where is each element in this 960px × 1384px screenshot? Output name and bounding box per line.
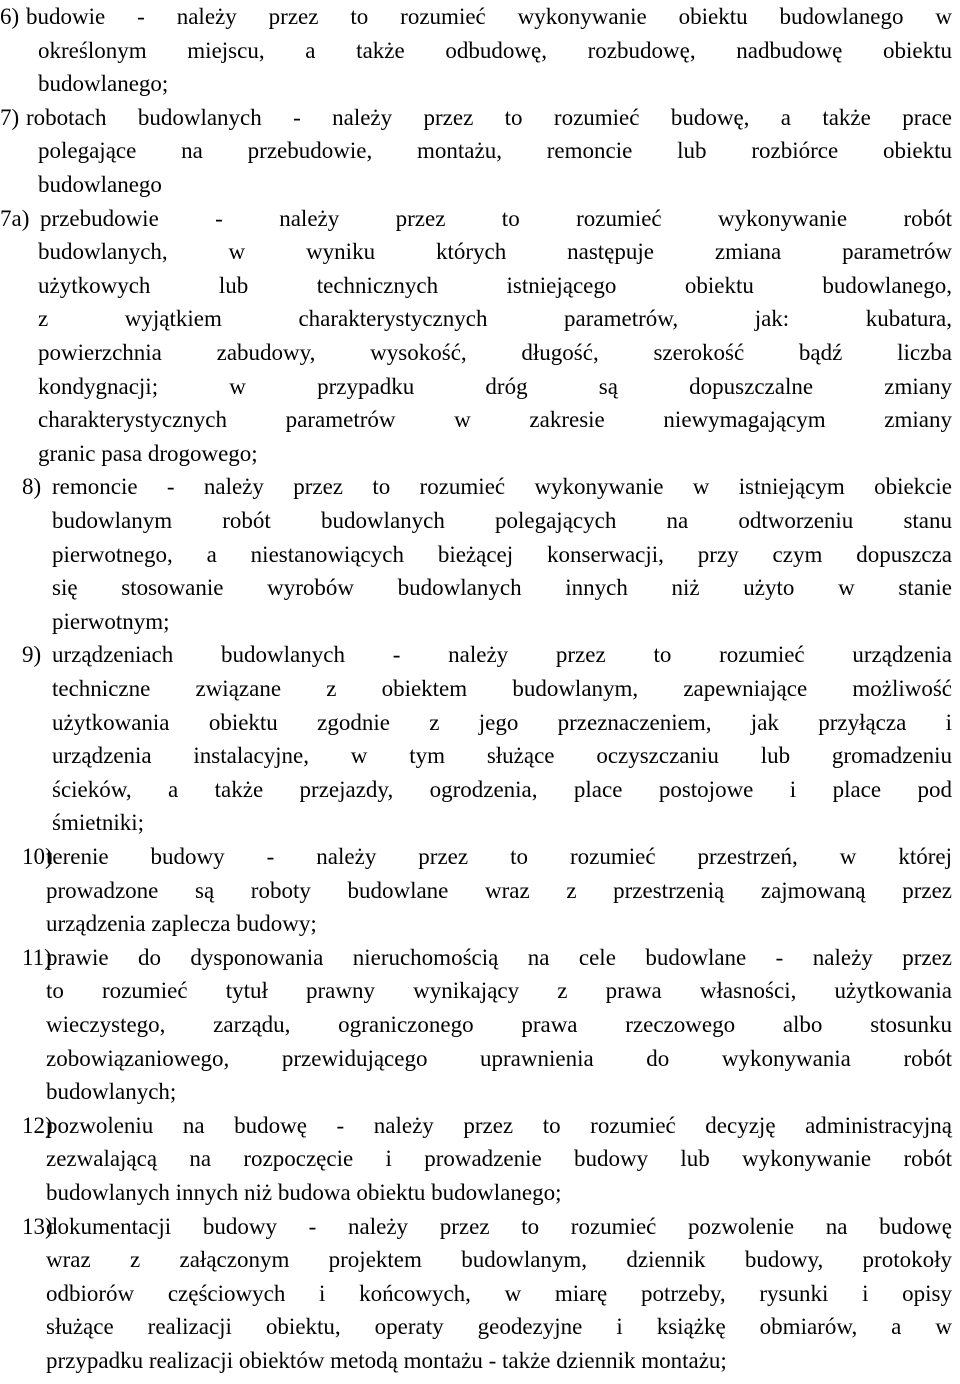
definition-text-line: zezwalającą na rozpoczęcie i prowadzenie budowy lub wykonywanie robót xyxy=(46,1146,952,1172)
definition-text-line-first: remoncie - należy przez to rozumieć wykonywanie w istniejącym obiekcie xyxy=(52,474,952,500)
definition-text-line-first: robotach budowlanych - należy przez to rozumieć budowę, a także prace xyxy=(26,104,952,130)
definition-item xyxy=(0,470,960,638)
definition-text-line: określonym miejscu, a także odbudowę, rozbudowę, nadbudowę obiektu xyxy=(38,37,952,63)
item-number: 11) xyxy=(22,944,52,970)
definition-text-line: budowlanych; xyxy=(46,1079,177,1105)
definition-text-line-first: prawie do dysponowania nieruchomością na cele budowlane - należy przez xyxy=(46,944,952,970)
definition-item xyxy=(0,638,960,840)
definition-text-line: przypadku realizacji obiektów metodą montażu - także dziennik montażu; xyxy=(46,1347,727,1373)
item-number: 7a) xyxy=(0,205,30,231)
definition-text-line: odbiorów częściowych i końcowych, w miarę potrzeby, rysunki i opisy xyxy=(46,1280,952,1306)
definition-text-line: budowlanych innych niż budowa obiektu budowlanego; xyxy=(46,1179,562,1205)
definition-text-line: ścieków, a także przejazdy, ogrodzenia, place postojowe i place pod xyxy=(52,776,952,802)
definition-text-line: charakterystycznych parametrów w zakresie niewymagającym zmiany xyxy=(38,407,952,433)
definition-item xyxy=(0,840,960,941)
definition-text-line: kondygnacji; w przypadku dróg są dopuszczalne zmiany xyxy=(38,373,952,399)
definition-text-line: pierwotnym; xyxy=(52,608,170,634)
item-number: 12) xyxy=(22,1112,53,1138)
definition-item xyxy=(0,1210,960,1378)
definition-text-line: urządzenia zaplecza budowy; xyxy=(46,911,317,937)
item-number: 9) xyxy=(22,642,42,668)
definition-item xyxy=(0,202,960,471)
definition-text-line-first: budowie - należy przez to rozumieć wykonywanie obiektu budowlanego w xyxy=(26,4,952,29)
definition-text-line: zobowiązaniowego, przewidującego uprawnienia do wykonywania robót xyxy=(46,1045,952,1071)
definition-text-line: śmietniki; xyxy=(52,810,144,836)
definition-text-line: prowadzone są roboty budowlane wraz z przestrzenią zajmowaną przez xyxy=(46,877,952,903)
definition-item xyxy=(0,0,960,101)
definition-item xyxy=(0,941,960,1109)
definition-text-line: wieczystego, zarządu, ograniczonego prawa rzeczowego albo stosunku xyxy=(46,1011,952,1037)
definition-text-line: pierwotnego, a niestanowiących bieżącej konserwacji, przy czym dopuszcza xyxy=(52,541,952,567)
definition-text-line: z wyjątkiem charakterystycznych parametrów, jak: kubatura, xyxy=(38,306,952,332)
definition-text-line: budowlanym robót budowlanych polegających na odtworzeniu stanu xyxy=(52,507,952,533)
definition-text-line: polegające na przebudowie, montażu, remoncie lub rozbiórce obiektu xyxy=(38,138,952,164)
definition-text-line: służące realizacji obiektu, operaty geodezyjne i książkę obmiarów, a w xyxy=(46,1314,952,1340)
definition-text-line: granic pasa drogowego; xyxy=(38,440,258,466)
definition-item xyxy=(0,1109,960,1210)
definition-text-line: użytkowania obiektu zgodnie z jego przeznaczeniem, jak przyłącza i xyxy=(52,709,952,735)
item-number: 6) xyxy=(0,4,20,29)
definition-text-line: budowlanych, w wyniku których następuje zmiana parametrów xyxy=(38,239,952,265)
definition-text-line: budowlanego; xyxy=(38,71,169,97)
definition-text-line: techniczne związane z obiektem budowlanym, zapewniające możliwość xyxy=(52,675,952,701)
definition-text-line: wraz z załączonym projektem budowlanym, dziennik budowy, protokoły xyxy=(46,1247,952,1273)
definition-text-line: powierzchnia zabudowy, wysokość, długość, szerokość bądź liczba xyxy=(38,339,952,365)
definition-text-line: się stosowanie wyrobów budowlanych innych niż użyto w stanie xyxy=(52,575,952,601)
definition-item xyxy=(0,101,960,202)
item-number: 10) xyxy=(22,844,53,869)
definition-text-line: urządzenia instalacyjne, w tym służące oczyszczaniu lub gromadzeniu xyxy=(52,743,952,769)
item-number: 8) xyxy=(22,474,42,500)
definition-text-line-first: urządzeniach budowlanych - należy przez to rozumieć urządzenia xyxy=(52,642,952,668)
definition-text-line-first: przebudowie - należy przez to rozumieć wykonywanie robót xyxy=(40,205,952,231)
definition-text-line-first: pozwoleniu na budowę - należy przez to rozumieć decyzję administracyjną xyxy=(46,1112,952,1138)
definition-text-line-first: terenie budowy - należy przez to rozumieć przestrzeń, w której xyxy=(46,844,952,869)
definition-text-line-first: dokumentacji budowy - należy przez to rozumieć pozwolenie na budowę xyxy=(46,1213,952,1239)
item-number: 7) xyxy=(0,104,20,130)
definition-text-line: budowlanego xyxy=(38,171,162,197)
definition-text-line: użytkowych lub technicznych istniejącego obiektu budowlanego, xyxy=(38,272,952,298)
item-number: 13) xyxy=(22,1213,53,1239)
definition-text-line: to rozumieć tytuł prawny wynikający z prawa własności, użytkowania xyxy=(46,978,952,1004)
